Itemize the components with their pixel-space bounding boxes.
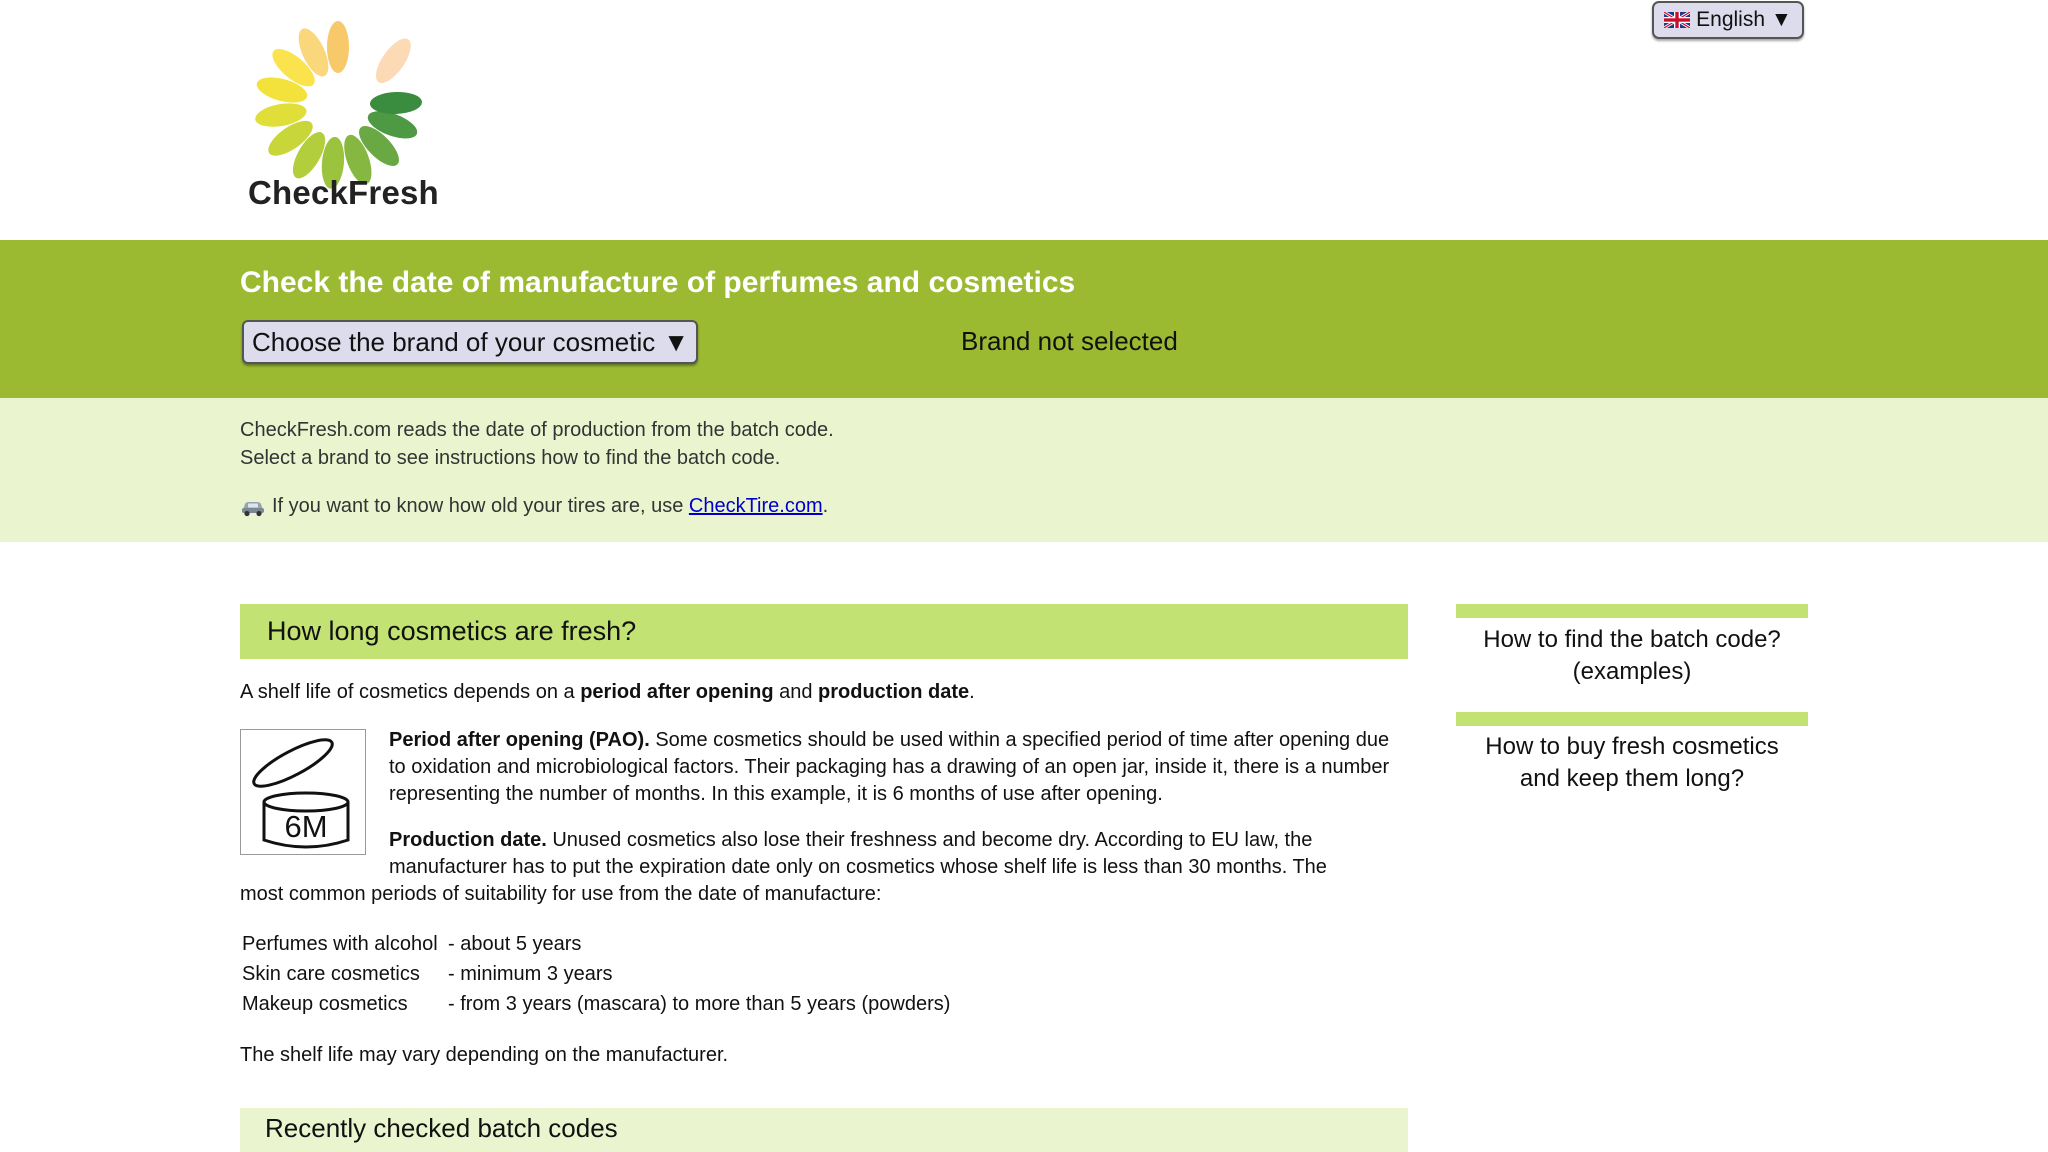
section-heading-recent-codes bbox=[240, 1108, 1408, 1152]
pao-label: 6M bbox=[284, 809, 328, 844]
logo-text: CheckFresh bbox=[248, 174, 439, 211]
section-title: How long cosmetics are fresh? bbox=[267, 616, 637, 646]
sidebar-divider bbox=[1456, 712, 1808, 726]
tires-suffix: . bbox=[822, 495, 829, 517]
language-label: English bbox=[1696, 8, 1766, 31]
header bbox=[0, 0, 2048, 240]
pao-title: Period after opening (PAO). bbox=[389, 729, 650, 751]
shelf-value: - about 5 years bbox=[448, 933, 582, 955]
shelf-value: - from 3 years (mascara) to more than 5 years (powders) bbox=[448, 993, 951, 1015]
hero-band bbox=[0, 240, 2048, 398]
production-text: Unused cosmetics also lose their freshness and become dry. According to EU law, the bbox=[546, 829, 1313, 851]
production-title: Production date. bbox=[389, 829, 547, 851]
sidebar-divider bbox=[1456, 604, 1808, 618]
brand-status: Brand not selected bbox=[961, 326, 1178, 356]
section-title: Recently checked batch codes bbox=[265, 1113, 618, 1143]
production-paragraph bbox=[389, 827, 1409, 854]
intro-text: and bbox=[773, 681, 819, 703]
chevron-down-icon: ▼ bbox=[1771, 8, 1792, 31]
production-text-3: most common periods of suitability for use from the date of manufacture: bbox=[240, 883, 882, 905]
section-heading-freshness bbox=[240, 604, 1408, 659]
brand-select[interactable] bbox=[242, 320, 698, 364]
brand-select-label: Choose the brand of your cosmetic bbox=[252, 326, 656, 357]
open-jar-icon bbox=[241, 730, 365, 854]
sidebar-link-line: and keep them long? bbox=[1519, 765, 1745, 792]
pao-paragraph bbox=[389, 727, 1409, 808]
intro-paragraph bbox=[240, 679, 1408, 706]
pao-jar-icon bbox=[240, 729, 366, 855]
shelf-item: Perfumes with alcohol bbox=[242, 933, 438, 955]
info-line-2: Select a brand to see instructions how to find the batch code. bbox=[240, 447, 781, 469]
intro-bold-production: production date bbox=[818, 681, 970, 703]
car-icon bbox=[240, 497, 266, 517]
checktire-link[interactable]: CheckTire.com bbox=[688, 495, 823, 517]
chevron-down-icon: ▼ bbox=[663, 326, 689, 357]
shelf-item: Skin care cosmetics bbox=[242, 963, 420, 985]
intro-text: A shelf life of cosmetics depends on a bbox=[240, 681, 581, 703]
tires-prefix: If you want to know how old your tires are, use bbox=[272, 495, 689, 517]
intro-bold-pao: period after opening bbox=[580, 681, 774, 703]
sidebar-link-batch-code[interactable] bbox=[1456, 624, 1808, 688]
language-selector[interactable] bbox=[1652, 1, 1804, 39]
uk-flag-icon bbox=[1664, 12, 1690, 28]
sidebar-link-line: (examples) bbox=[1572, 658, 1692, 685]
production-text-2: manufacturer has to put the expiration date only on cosmetics whose shelf life is less than 30 months. The bbox=[389, 856, 1327, 878]
shelf-item: Makeup cosmetics bbox=[242, 993, 408, 1015]
page-title: Check the date of manufacture of perfumes and cosmetics bbox=[240, 266, 1076, 299]
shelf-value: - minimum 3 years bbox=[448, 963, 613, 985]
pao-text: Some cosmetics should be used within a specified period of time after opening due to oxidation and microbiological factors. Their packaging has a drawing of an open jar, inside it, there is a number representing the number of months. In this example, it is 6 months of use after opening. bbox=[389, 729, 1390, 805]
tires-note bbox=[272, 495, 828, 518]
info-line-1: CheckFresh.com reads the date of production from the batch code. bbox=[240, 419, 834, 441]
sidebar-link-buy-fresh[interactable] bbox=[1456, 731, 1808, 795]
sidebar-link-line: How to find the batch code? bbox=[1483, 626, 1781, 653]
sidebar-link-line: How to buy fresh cosmetics bbox=[1485, 733, 1779, 760]
shelf-note: The shelf life may vary depending on the manufacturer. bbox=[240, 1044, 729, 1066]
intro-text: . bbox=[969, 681, 975, 703]
